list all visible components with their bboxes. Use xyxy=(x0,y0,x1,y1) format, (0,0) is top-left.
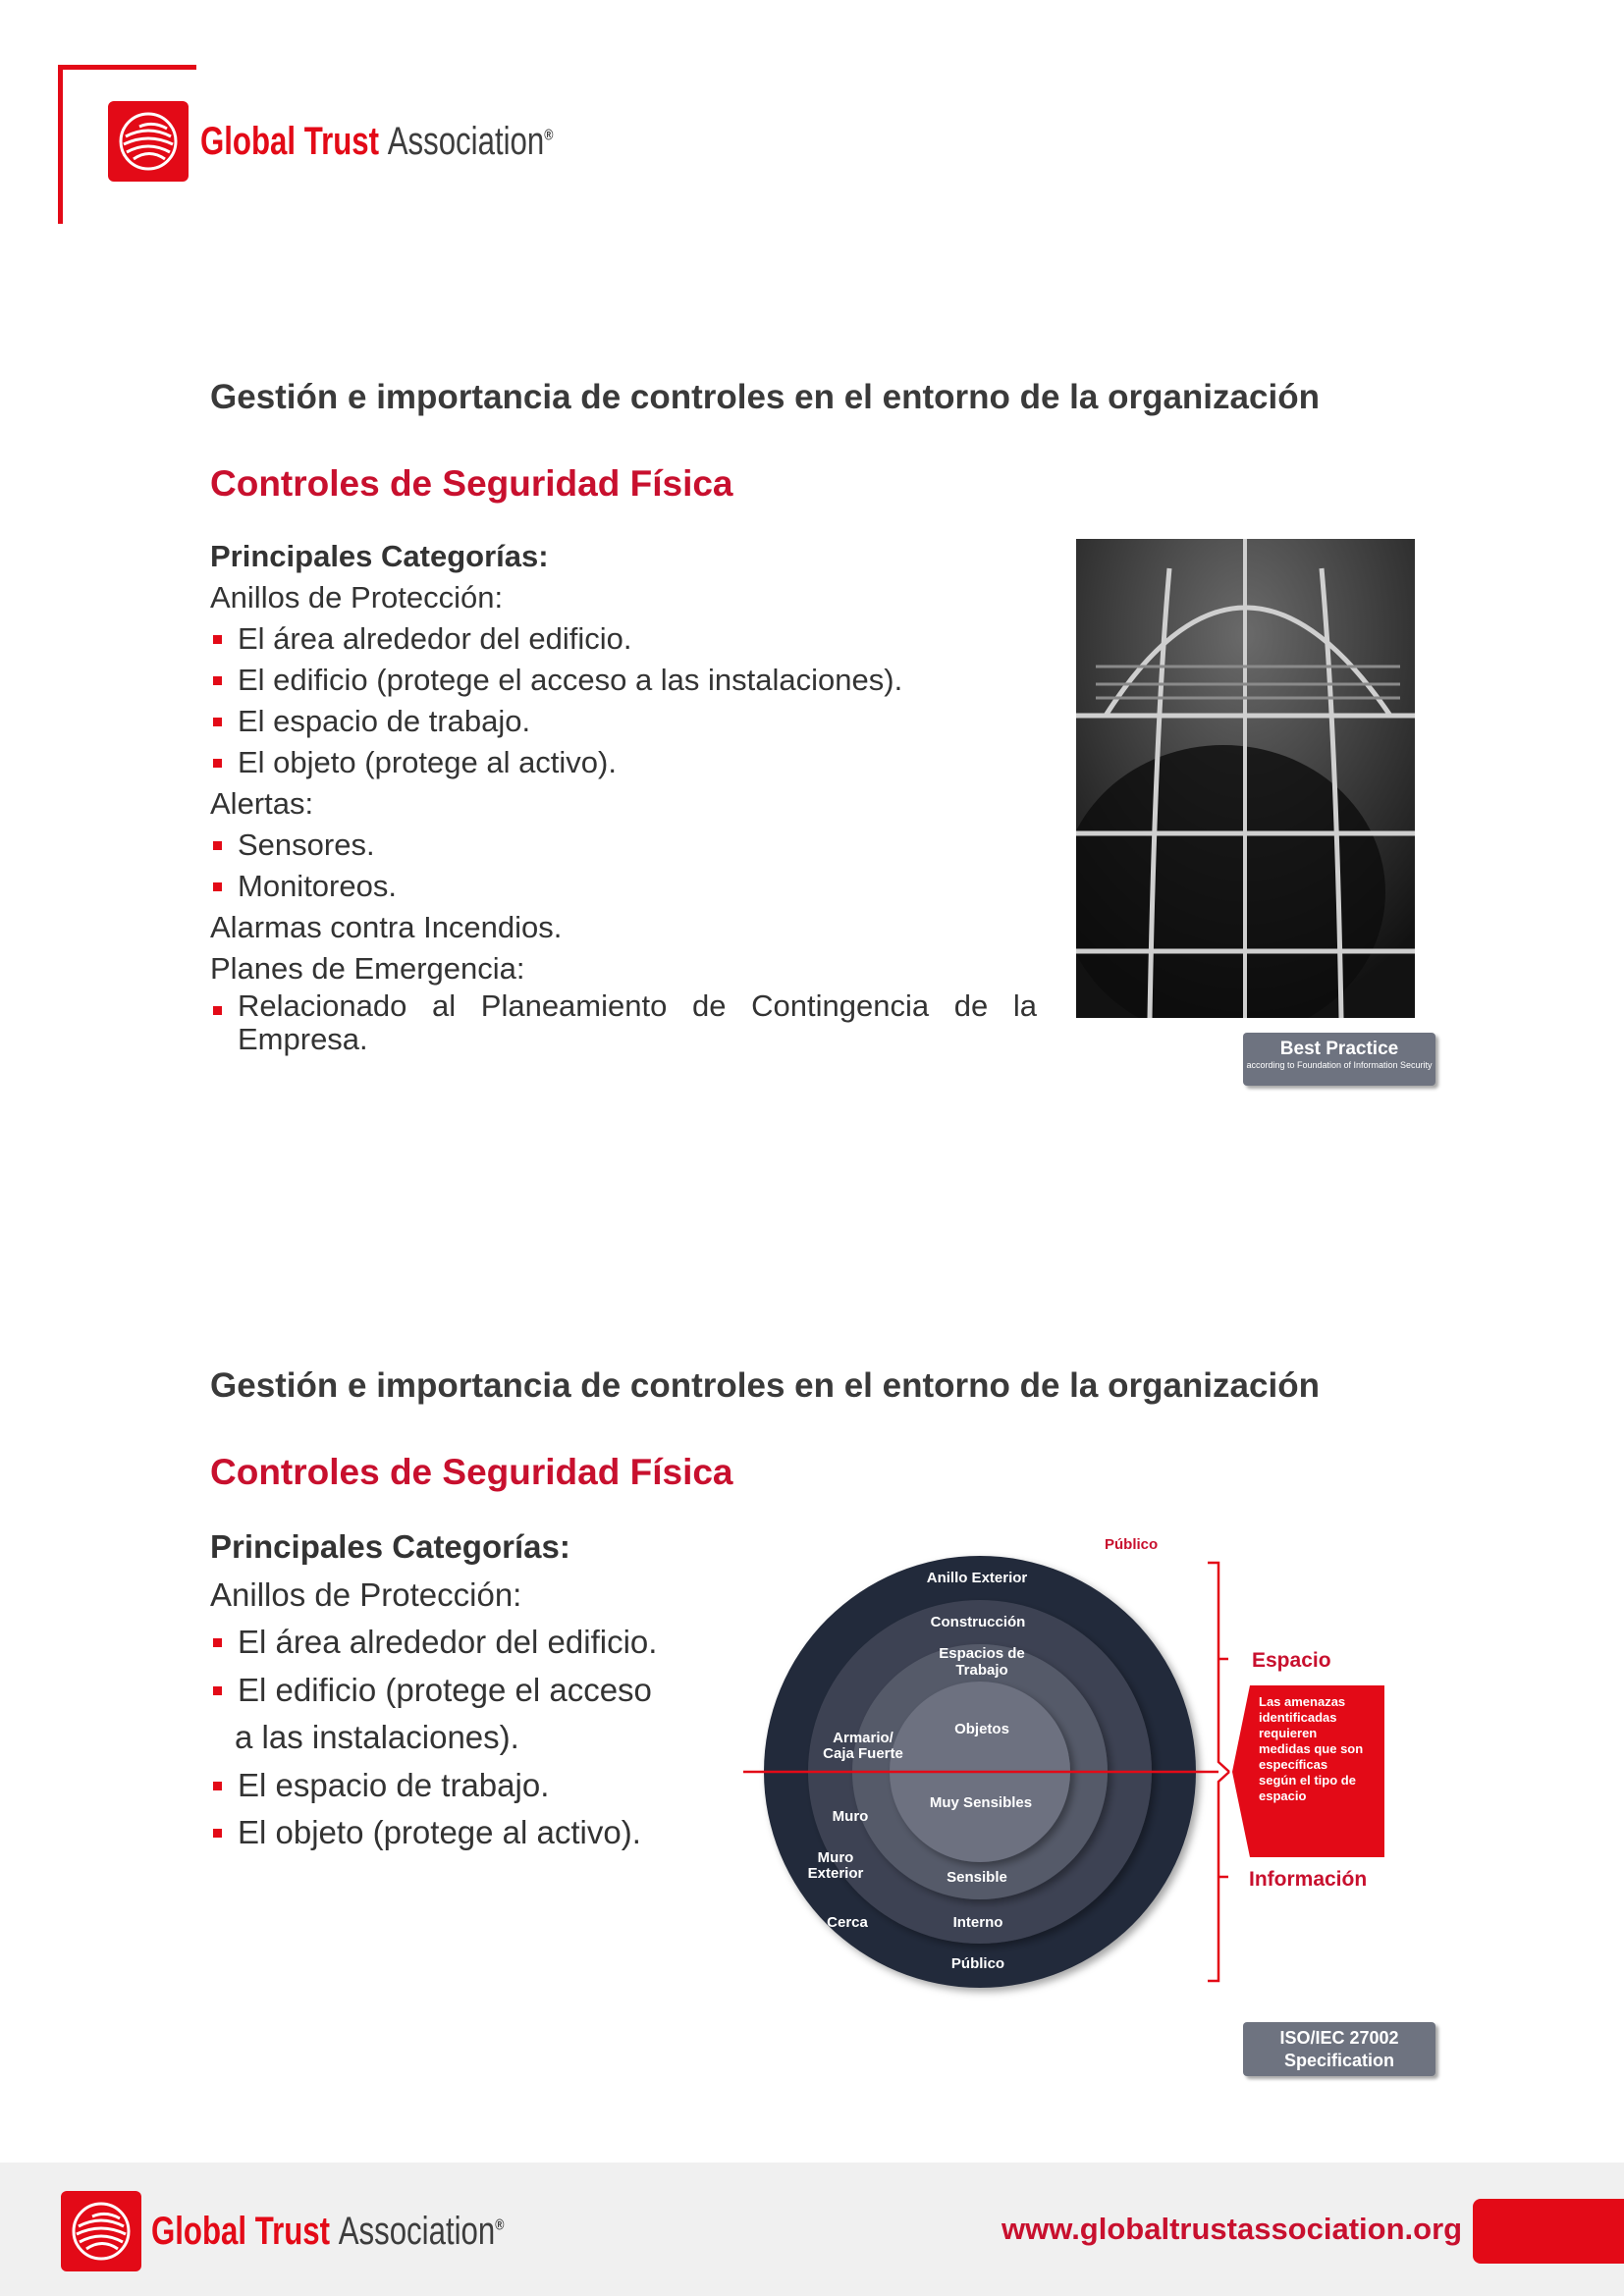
label-cerca: Cerca xyxy=(827,1914,868,1931)
slide2-line-text: Anillos de Protección: xyxy=(210,1575,522,1613)
brand-name xyxy=(200,120,553,164)
badge-subtitle: according to Foundation of Information Security xyxy=(1246,1060,1433,1070)
slide2-subtitle: Controles de Seguridad Física xyxy=(210,1452,733,1492)
bracket-espacio xyxy=(1208,1563,1229,1772)
iso-specification-badge xyxy=(1243,2022,1435,2076)
slide1-line xyxy=(210,660,1037,701)
slide1-line-text: El objeto (protege al activo). xyxy=(238,745,617,779)
slide1-line-text: Alertas: xyxy=(210,786,314,821)
slide2-line-text: El área alrededor del edificio. xyxy=(238,1624,658,1660)
protection-rings-diagram xyxy=(741,1531,1409,2007)
bullet-icon xyxy=(213,1638,222,1647)
slide2-text-block xyxy=(210,1523,760,1857)
slide1-line xyxy=(210,825,1037,866)
best-practice-badge xyxy=(1243,1033,1435,1086)
slide1-line xyxy=(210,866,1037,907)
bullet-icon xyxy=(213,676,222,685)
corner-accent-vertical xyxy=(58,65,63,224)
bullet-icon xyxy=(213,1686,222,1695)
slide1-line xyxy=(210,536,1037,577)
slide2-line xyxy=(210,1762,760,1810)
slide1-line xyxy=(210,742,1037,783)
label-espacios-de: Espacios de xyxy=(939,1645,1025,1662)
callout-line-4: medidas que son xyxy=(1259,1741,1364,1756)
label-trabajo: Trabajo xyxy=(955,1662,1008,1679)
label-anillo-exterior: Anillo Exterior xyxy=(926,1570,1028,1586)
slide2-line-text: El objeto (protege al activo). xyxy=(238,1814,641,1850)
label-publico-bottom: Público xyxy=(950,1955,1005,1972)
bullet-icon xyxy=(213,1006,222,1015)
corner-accent-horizontal xyxy=(58,65,196,70)
bullet-icon xyxy=(213,635,222,644)
slide1-line-text: El edificio (protege el acceso a las instalaciones). xyxy=(238,663,903,697)
slide2-line xyxy=(210,1809,760,1857)
iso-badge-line1: ISO/IEC 27002 xyxy=(1279,2028,1399,2048)
slide1-title: Gestión e importancia de controles en el entorno de la organización xyxy=(210,378,1320,416)
website-link[interactable]: www.globaltrustassociation.org xyxy=(1001,2212,1463,2246)
callout-line-6: según el tipo de xyxy=(1259,1773,1356,1788)
slide1-line-text: Anillos de Protección: xyxy=(210,580,504,614)
bullet-icon xyxy=(213,841,222,850)
slide2-line-text: a las instalaciones). xyxy=(235,1719,519,1755)
slide2-line-text: El edificio (protege el acceso xyxy=(238,1671,652,1708)
footer-brand-name xyxy=(151,2210,504,2254)
slide2-line xyxy=(210,1667,760,1715)
label-sensible: Sensible xyxy=(947,1869,1007,1886)
label-objetos: Objetos xyxy=(954,1721,1009,1737)
label-muy-sensibles: Muy Sensibles xyxy=(929,1794,1033,1811)
security-cage-photo xyxy=(1076,539,1415,1018)
slide1-line-text: Principales Categorías: xyxy=(210,539,549,573)
callout-line-2: identificadas xyxy=(1259,1710,1337,1725)
slide1-line-text: El espacio de trabajo. xyxy=(238,704,531,738)
label-muro-exterior-2: Exterior xyxy=(807,1865,864,1882)
footer-red-tab xyxy=(1473,2199,1624,2264)
label-caja-fuerte: Caja Fuerte xyxy=(823,1745,903,1762)
slide1-line-text: Planes de Emergencia: xyxy=(210,951,525,986)
label-muro-exterior-1: Muro xyxy=(817,1849,854,1866)
header-logo xyxy=(108,101,653,182)
label-espacio: Espacio xyxy=(1252,1649,1331,1672)
slide1-line-text: Alarmas contra Incendios. xyxy=(210,910,563,944)
slide1-line xyxy=(210,577,1037,618)
slide1-line-text: El área alrededor del edificio. xyxy=(238,621,632,656)
callout-line-5: específicas xyxy=(1259,1757,1328,1772)
bullet-icon xyxy=(213,1829,222,1838)
bullet-icon xyxy=(213,759,222,768)
globe-icon xyxy=(108,101,189,182)
slide1-line-text: Relacionado al Planeamiento de Contingencia de la Empresa. xyxy=(238,988,1037,1056)
badge-title: Best Practice xyxy=(1279,1039,1399,1059)
brand-name-part2: Association xyxy=(387,119,545,163)
slide1-line xyxy=(210,948,1037,989)
slide2-line-text: El espacio de trabajo. xyxy=(238,1766,550,1803)
footer-logo xyxy=(61,2191,604,2271)
callout-line-7: espacio xyxy=(1259,1789,1307,1803)
slide1-line xyxy=(210,989,1037,1056)
footer-brand-part2: Association xyxy=(338,2209,496,2253)
bullet-icon xyxy=(213,718,222,726)
callout-line-3: requieren xyxy=(1259,1726,1318,1740)
label-muro: Muro xyxy=(832,1808,869,1825)
slide2-line xyxy=(210,1714,760,1762)
footer-brand-part1: Global Trust xyxy=(151,2209,331,2253)
callout-line-1: Las amenazas xyxy=(1259,1694,1346,1709)
slide1-line-text: Monitoreos. xyxy=(238,869,397,903)
slide2-line xyxy=(210,1572,760,1620)
footer-registered-mark: ® xyxy=(495,2216,505,2234)
label-informacion: Información xyxy=(1249,1868,1368,1891)
slide1-subtitle: Controles de Seguridad Física xyxy=(210,463,733,504)
label-armario: Armario/ xyxy=(833,1730,893,1746)
brand-name-part1: Global Trust xyxy=(200,119,380,163)
slide2-line-text: Principales Categorías: xyxy=(210,1528,570,1565)
footer-globe-icon xyxy=(61,2191,141,2271)
bullet-icon xyxy=(213,882,222,891)
slide1-line xyxy=(210,618,1037,660)
slide2-line xyxy=(210,1619,760,1667)
iso-badge-line2: Specification xyxy=(1283,2051,1395,2070)
slide1-line xyxy=(210,783,1037,825)
label-publico-top: Público xyxy=(1105,1536,1159,1553)
slide1-text-block xyxy=(210,536,1037,1056)
label-construccion: Construcción xyxy=(930,1614,1026,1630)
slide1-line xyxy=(210,907,1037,948)
slide1-line xyxy=(210,701,1037,742)
slide2-line xyxy=(210,1523,760,1572)
bullet-icon xyxy=(213,1782,222,1790)
label-interno: Interno xyxy=(952,1914,1003,1931)
slide2-title: Gestión e importancia de controles en el entorno de la organización xyxy=(210,1366,1320,1405)
slide1-line-text: Sensores. xyxy=(238,828,375,862)
registered-mark: ® xyxy=(544,127,554,144)
